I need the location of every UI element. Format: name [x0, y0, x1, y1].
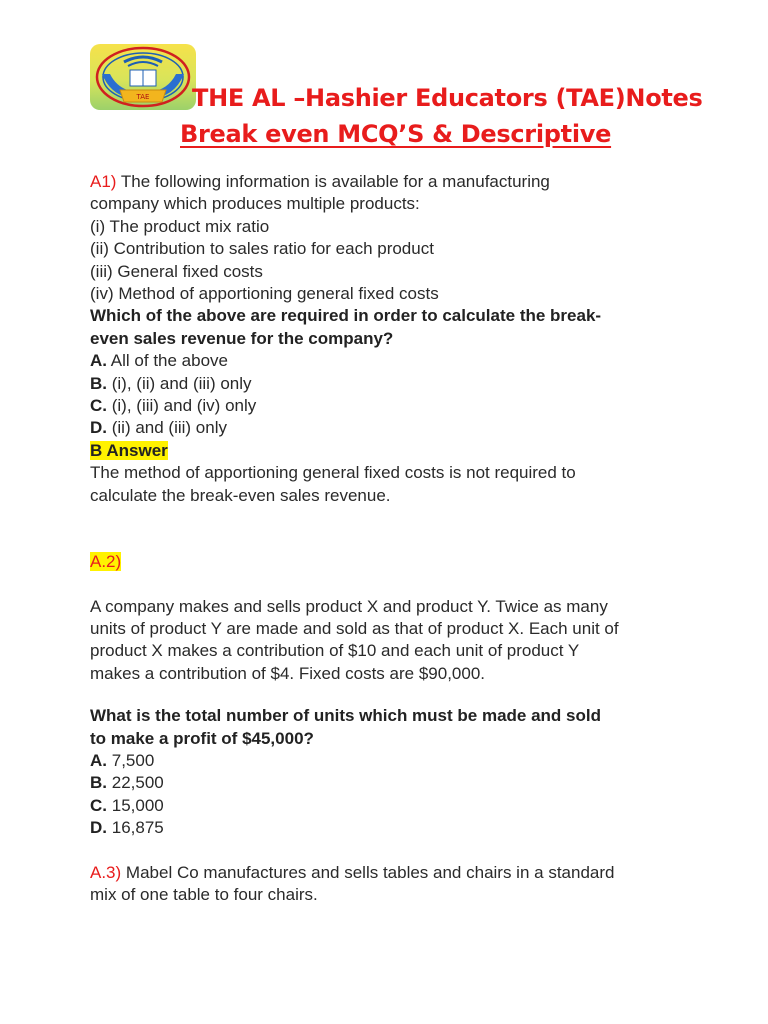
q1-item: (iv) Method of apportioning general fixed costs — [90, 284, 439, 304]
q1-option-a: A. All of the above — [90, 351, 228, 371]
q3-intro-line-1: A.3) Mabel Co manufactures and sells tables and chairs in a standard — [90, 862, 615, 882]
q1-answer-line — [90, 440, 690, 462]
q2-question-line-1: What is the total number of units which must be made and sold — [90, 706, 601, 726]
question-a1 — [90, 171, 690, 507]
tae-logo — [90, 44, 196, 110]
q1-item: (iii) General fixed costs — [90, 261, 263, 281]
q1-question-line-2: even sales revenue for the company? — [90, 328, 394, 348]
q2-option-b: B. 22,500 — [90, 773, 164, 793]
q1-question-line-1: Which of the above are required in order to calculate the break- — [90, 306, 602, 326]
q2-option-a: A. 7,500 — [90, 750, 155, 770]
q1-option-c: C. (i), (iii) and (iv) only — [90, 396, 257, 416]
q2-option-c: C. 15,000 — [90, 795, 164, 815]
q2-body-line: A company makes and sells product X and product Y. Twice as many — [90, 596, 608, 616]
page-title: THE AL –Hashier Educators (TAE)Notes — [192, 84, 703, 112]
q2-question-line-2: to make a profit of $45,000? — [90, 728, 314, 748]
question-a3 — [90, 862, 690, 907]
q1-number: A1) — [90, 172, 117, 191]
q1-intro-line-2: company which produces multiple products: — [90, 194, 420, 214]
q3-number: A.3) — [90, 862, 122, 882]
q1-option-b: B. (i), (ii) and (iii) only — [90, 373, 252, 393]
q2-body-line: makes a contribution of $4. Fixed costs are $90,000. — [90, 663, 486, 683]
q1-answer-label: B Answer — [90, 440, 168, 460]
q1-explanation-line: The method of apportioning general fixed costs is not required to — [90, 463, 576, 483]
hands-book-logo-icon — [90, 44, 196, 110]
q1-item: (ii) Contribution to sales ratio for each product — [90, 239, 434, 259]
q2-body-line: product X makes a contribution of $10 and each unit of product Y — [90, 641, 580, 661]
q2-option-d: D. 16,875 — [90, 818, 164, 838]
q1-option-d: D. (ii) and (iii) only — [90, 418, 227, 438]
q2-body-line: units of product Y are made and sold as that of product X. Each unit of — [90, 618, 619, 638]
q1-intro-line-1: A1) The following information is available for a manufacturing — [90, 172, 550, 191]
svg-text:TAE: TAE — [136, 93, 150, 101]
page-subtitle: Break even MCQ’S & Descriptive — [180, 120, 612, 148]
question-a2 — [90, 551, 690, 839]
q2-number: A.2) — [90, 552, 122, 572]
q1-item: (i) The product mix ratio — [90, 216, 270, 236]
document-body — [90, 171, 690, 906]
q2-number-line — [90, 551, 690, 573]
q1-explanation-line: calculate the break-even sales revenue. — [90, 485, 391, 505]
q3-intro-line-2: mix of one table to four chairs. — [90, 884, 318, 904]
